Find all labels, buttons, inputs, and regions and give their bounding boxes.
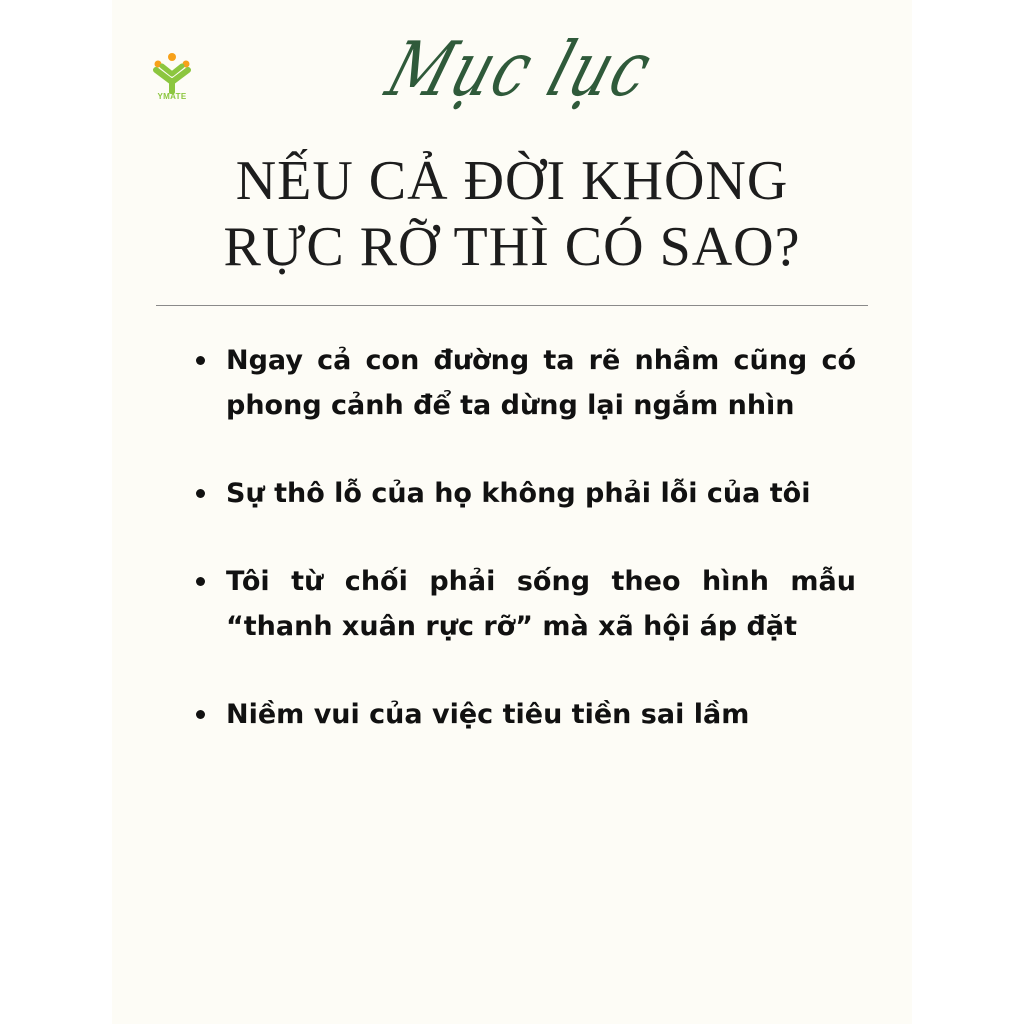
bullet-icon: [196, 577, 205, 586]
list-item-text: Ngay cả con đường ta rẽ nhầm cũng có phong cảnh để ta dừng lại ngắm nhìn: [226, 345, 856, 421]
list-item: [196, 559, 856, 649]
bullet-icon: [196, 710, 205, 719]
bullet-icon: [196, 489, 205, 498]
book-title: [140, 148, 884, 280]
logo-text: YMATE: [157, 92, 187, 101]
contents-list: [196, 338, 856, 780]
section-title: Mục lục: [376, 26, 664, 114]
list-item-text: Sự thô lỗ của họ không phải lỗi của tôi: [226, 478, 811, 509]
bullet-icon: [196, 356, 205, 365]
divider: [156, 305, 868, 306]
book-title-line-2: RỰC RỠ THÌ CÓ SAO?: [223, 216, 801, 278]
list-item: [196, 692, 856, 737]
list-item: [196, 338, 856, 428]
book-title-line-1: NẾU CẢ ĐỜI KHÔNG: [235, 150, 789, 212]
list-item: [196, 471, 856, 516]
list-item-text: Tôi từ chối phải sống theo hình mẫu “thanh xuân rực rỡ” mà xã hội áp đặt: [226, 566, 856, 642]
list-item-text: Niềm vui của việc tiêu tiền sai lầm: [226, 699, 750, 730]
